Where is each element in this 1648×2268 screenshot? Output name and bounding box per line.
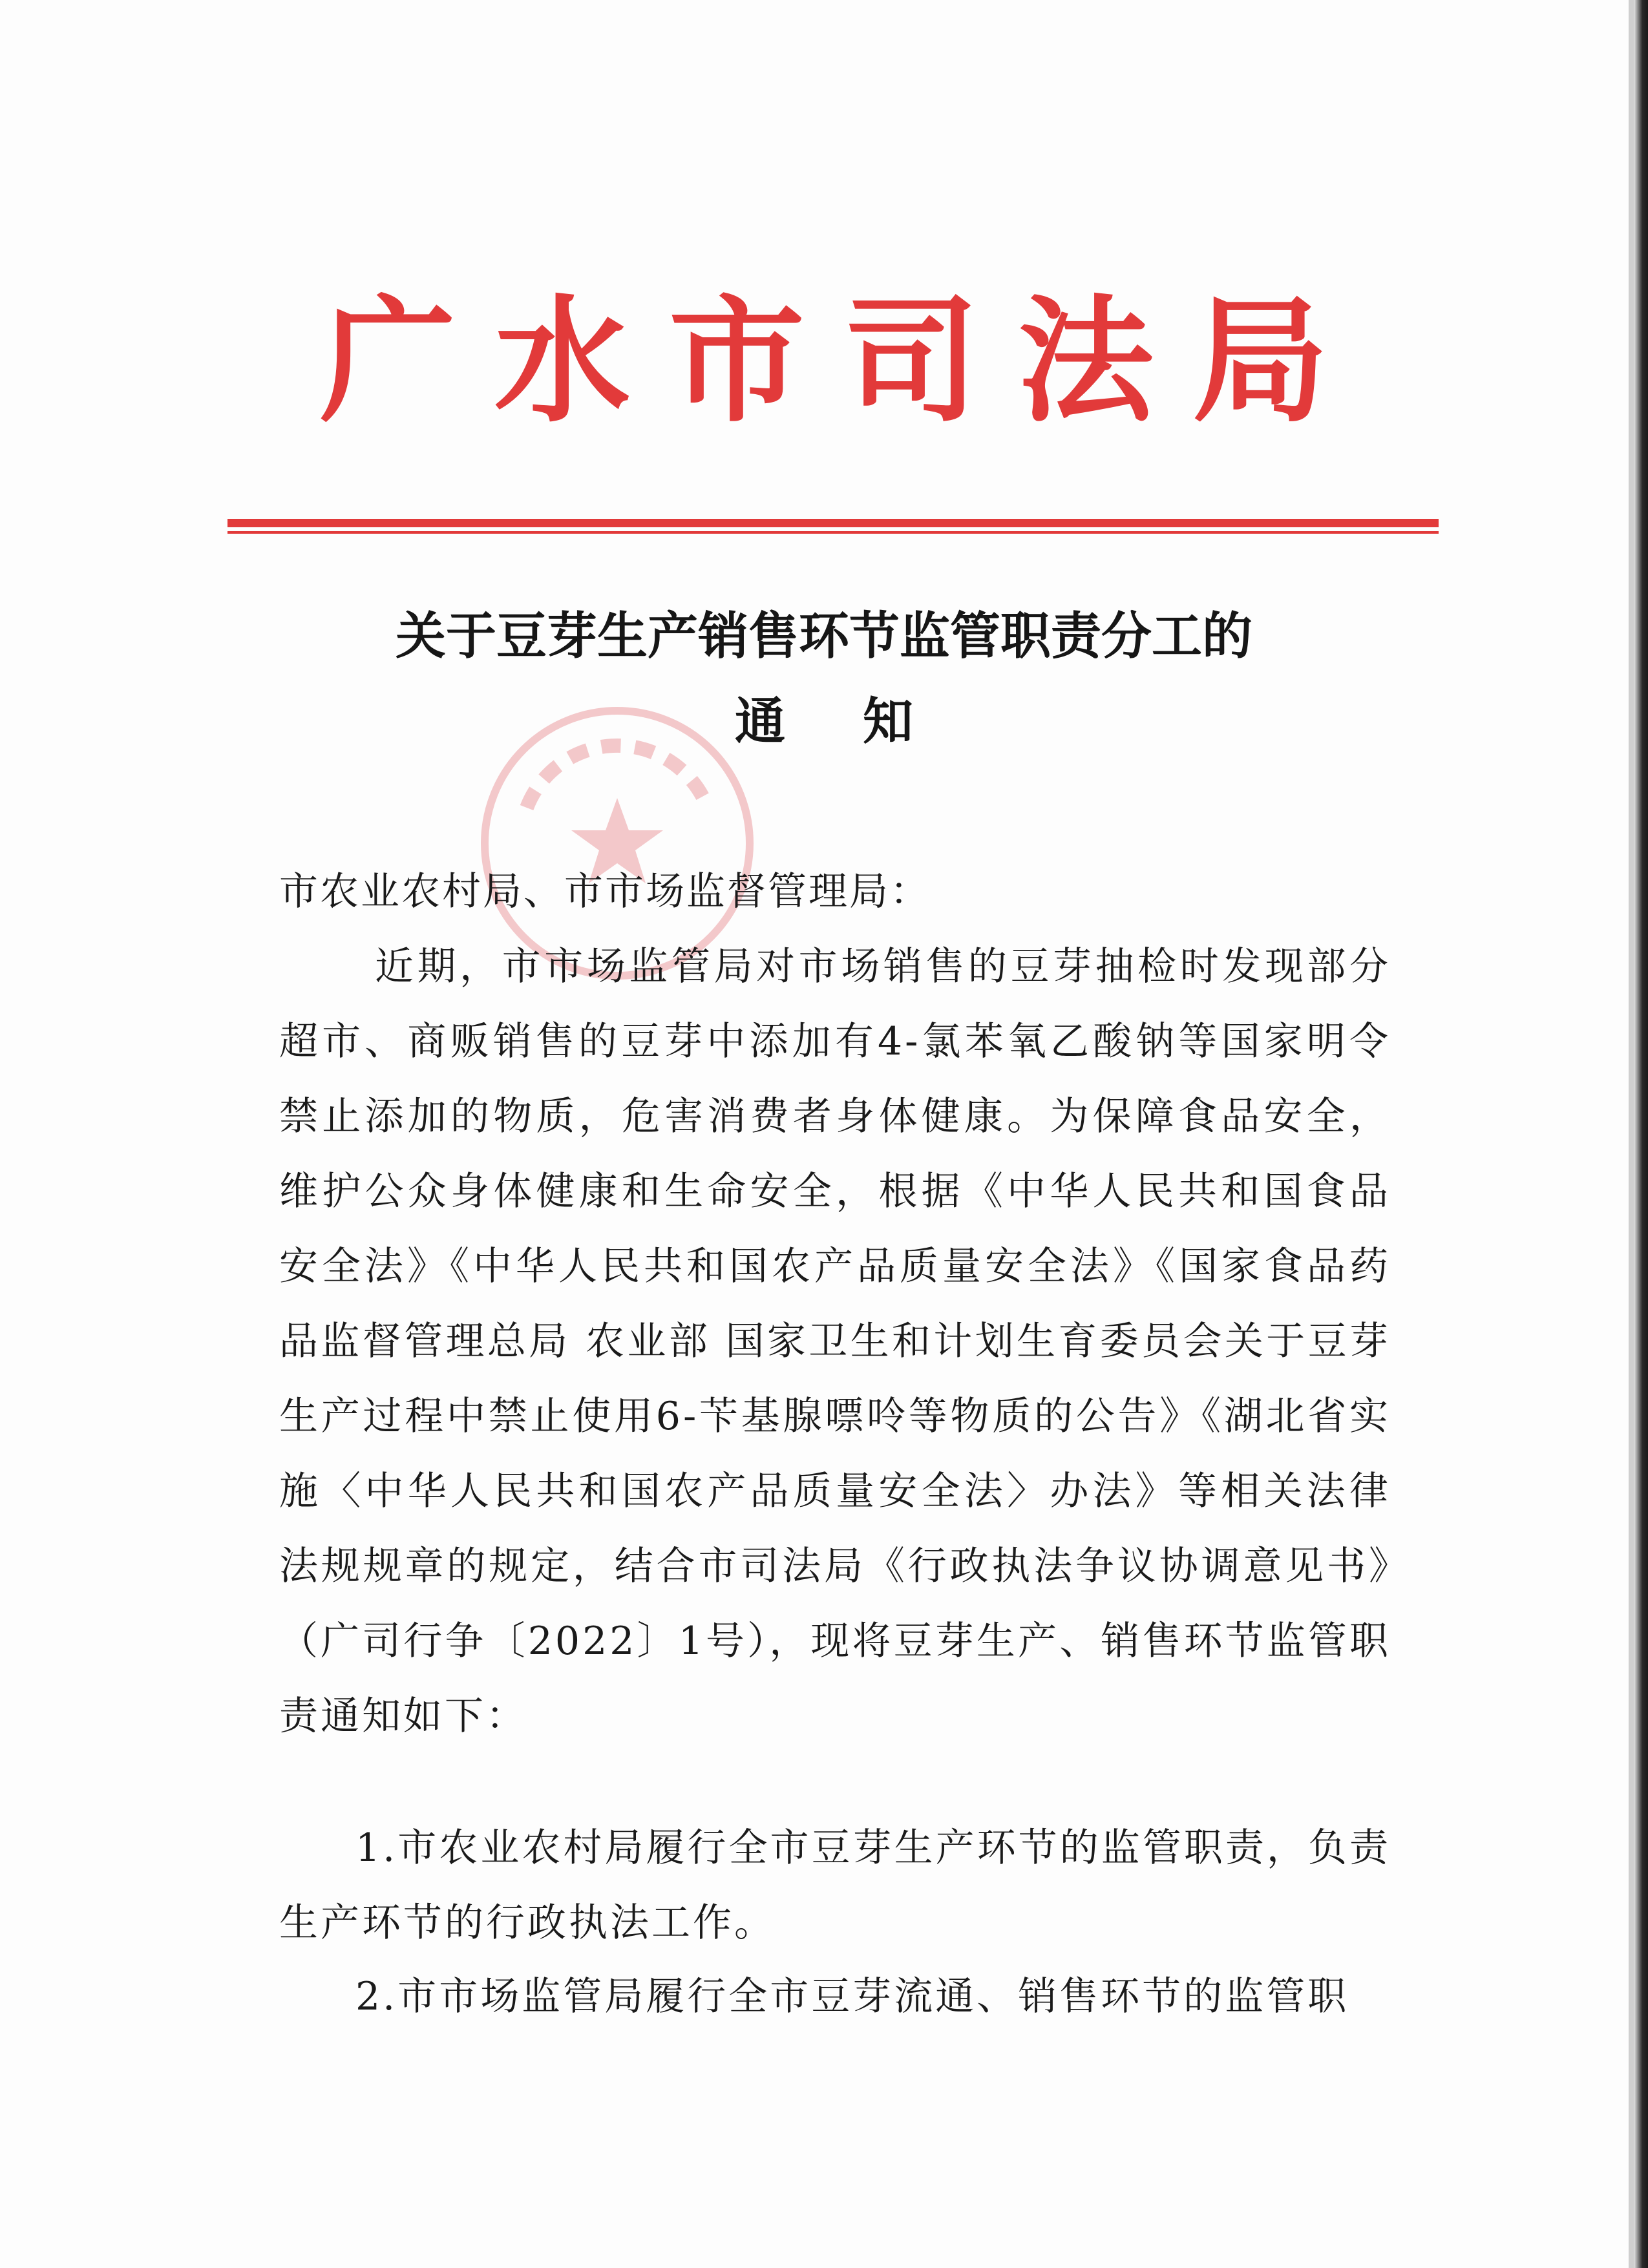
agency-header-title: 广水市司法局 — [319, 282, 1367, 441]
document-title-line1: 关于豆芽生产销售环节监管职责分工的 — [395, 607, 1252, 666]
red-separator-thick — [227, 519, 1439, 527]
document-title-line2: 通知 — [734, 693, 991, 751]
body-paragraph: 近期，市市场监管局对市场销售的豆芽抽检时发现部分超市、商贩销售的豆芽中添加有4-氯苯氧乙酸钠等国家明令禁止添加的物质，危害消费者身体健康。为保障食品安全，维护公众身体健康和生命安全，根据《中华人民共和国食品安全法》《中华人民共和国农产品质量安全法》《国家食品药品监督管理总局 农业部 国家卫生和计划生育委员会关于豆芽生产过程中禁止使用6-苄基腺嘌呤等物质的公告》《湖北省实施〈中华人民共和国农产品质量安全法〉办法》等相关法律法规规章的规定，结合市司法局《行政执法争议协调意见书》（广司行争〔2022〕1号），现将豆芽生产、销售环节监管职责通知如下： — [279, 944, 1391, 1739]
numbered-item-2: 2.市市场监管局履行全市豆芽流通、销售环节的监管职 — [355, 1974, 1349, 2019]
red-separator-thin — [227, 531, 1439, 534]
addressee: 市农业农村局、市市场监督管理局： — [279, 869, 931, 914]
numbered-item-1: 1.市农业农村局履行全市豆芽生产环节的监管职责，负责生产环节的行政执法工作。 — [279, 1825, 1391, 1946]
